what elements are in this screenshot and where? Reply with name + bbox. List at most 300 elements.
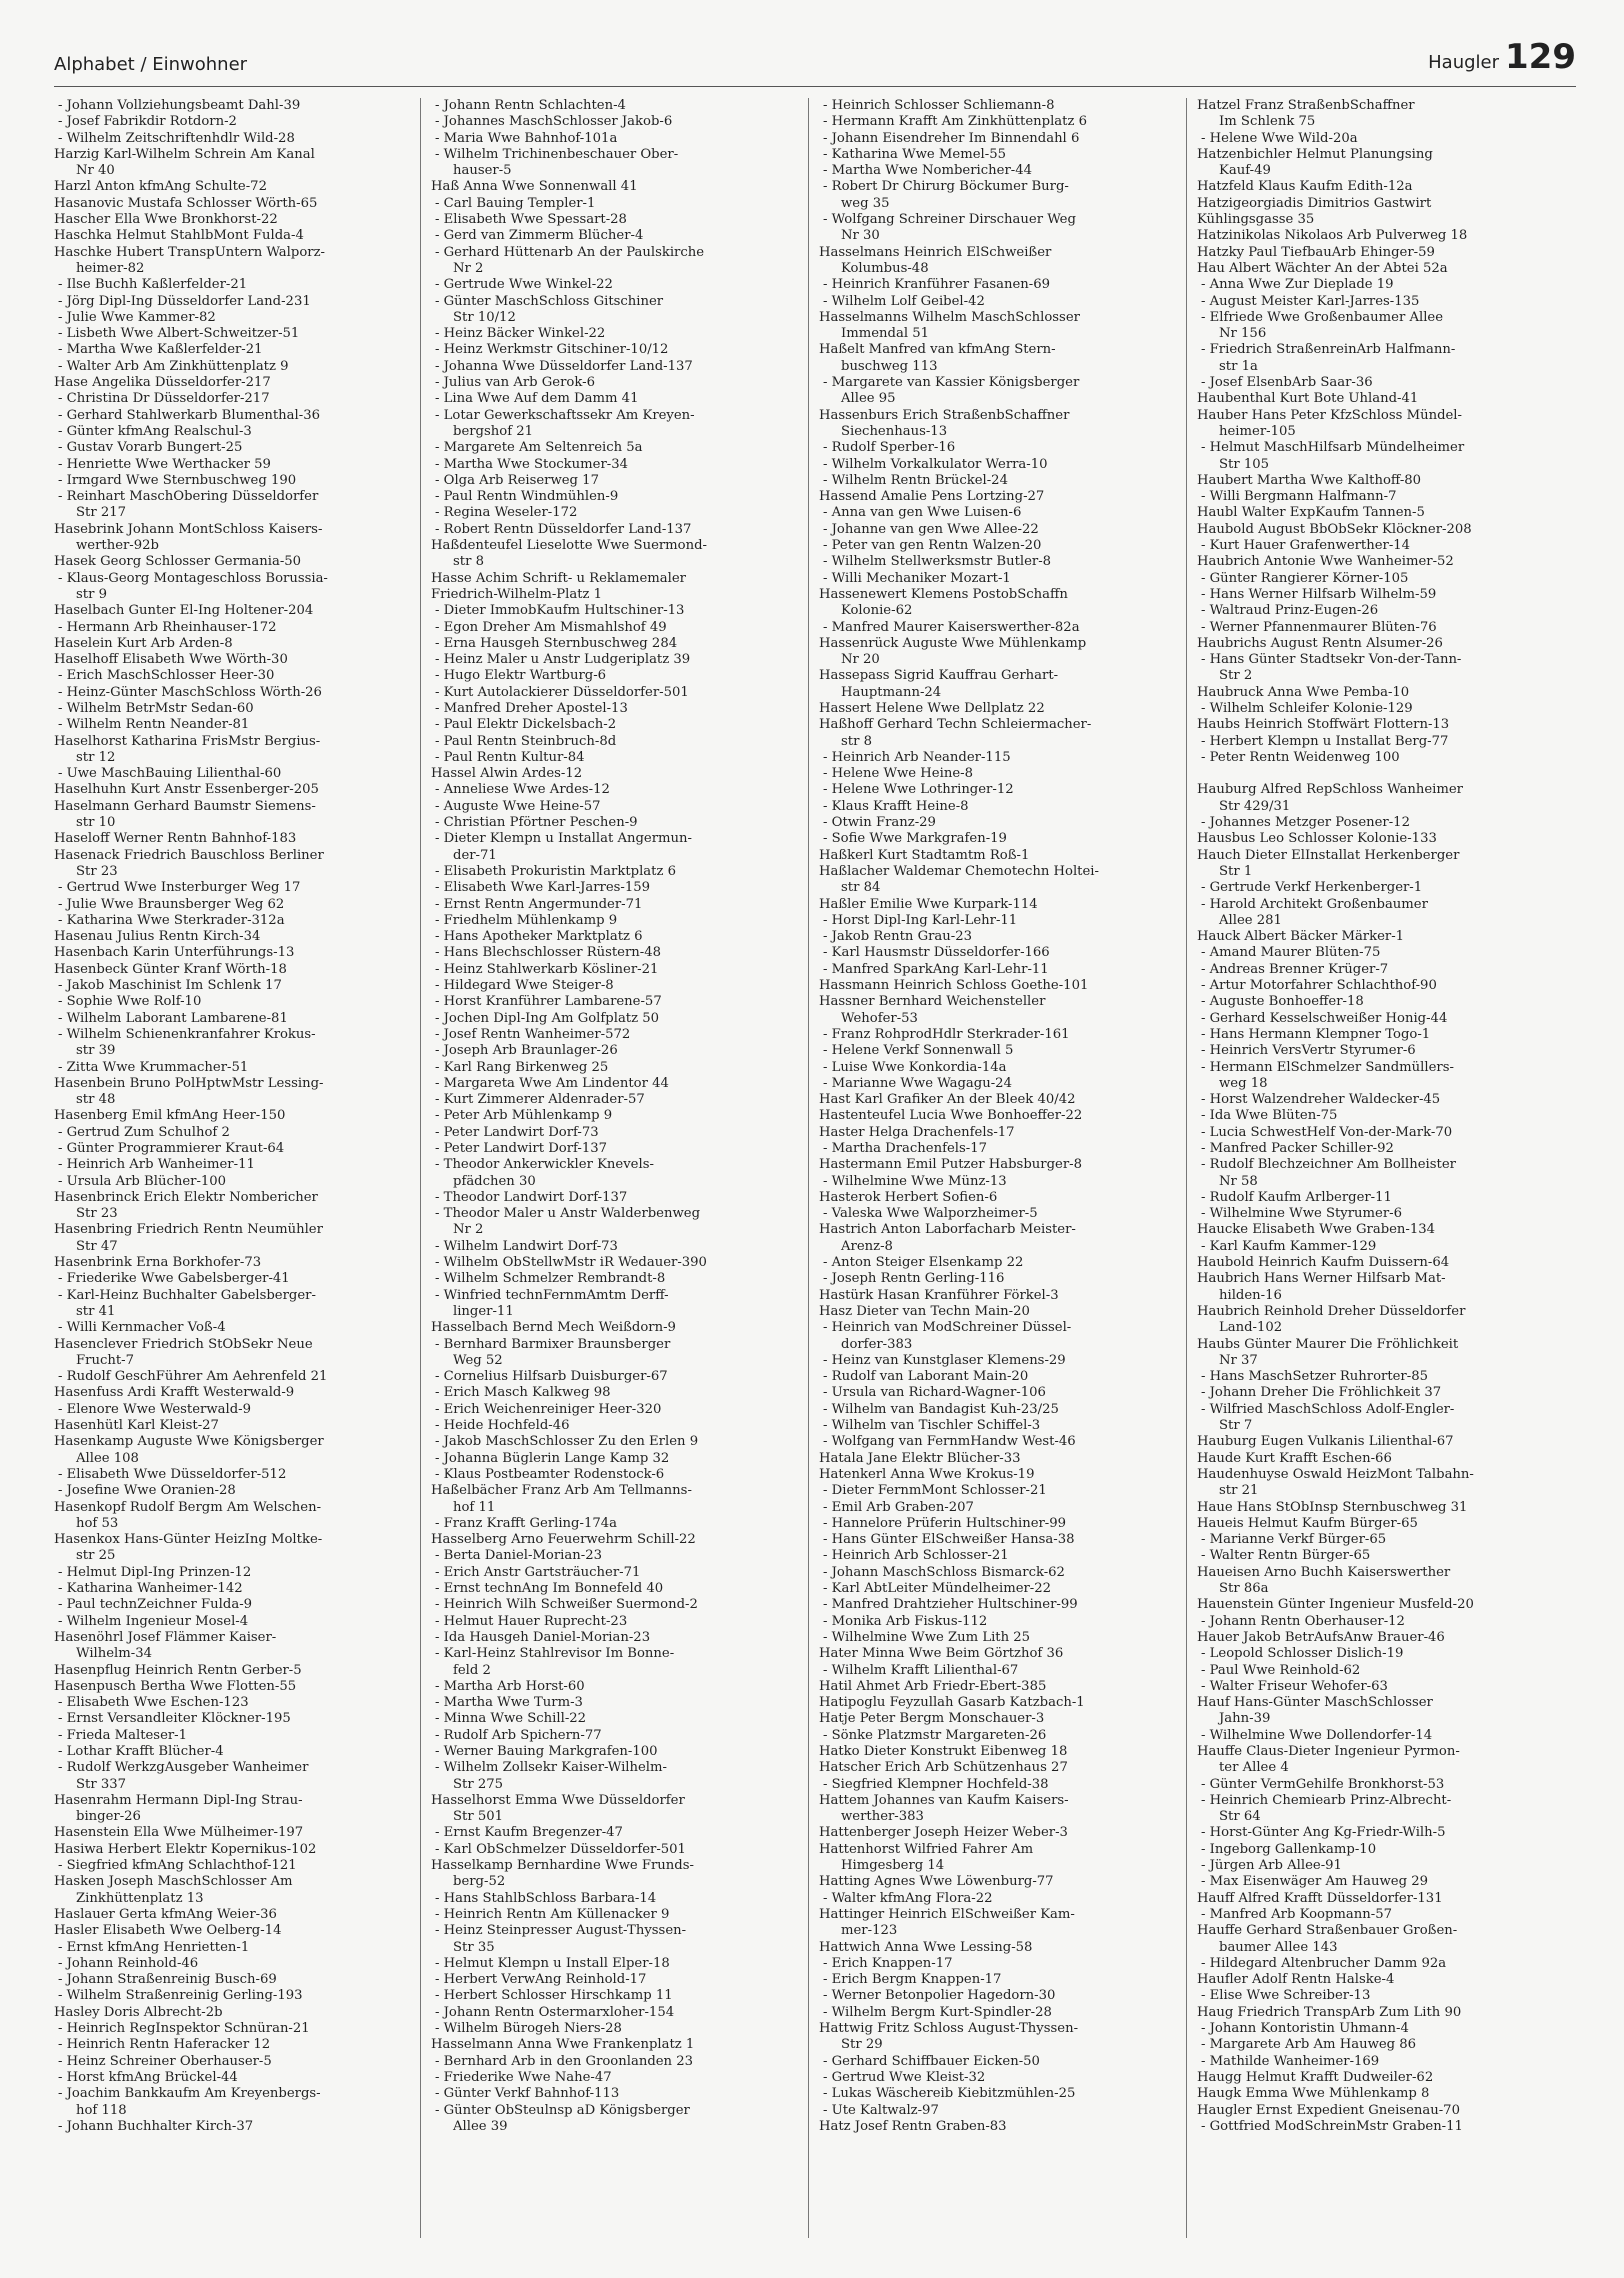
directory-entry: Haster Helga Drachenfels-17 — [819, 1124, 1015, 1140]
directory-entry: Str 35 — [453, 1939, 495, 1955]
directory-entry: Hauburg Alfred RepSchloss Wanheimer — [1197, 782, 1463, 798]
directory-entry: - Wilhelm Schleifer Kolonie-129 — [1201, 700, 1413, 716]
directory-entry: Hauff Alfred Krafft Düsseldorfer-131 — [1197, 1890, 1443, 1906]
directory-entry: Wehofer-53 — [841, 1010, 918, 1026]
directory-entry: - Auguste Bonhoeffer-18 — [1201, 994, 1364, 1010]
directory-entry: - Johann Vollziehungsbeamt Dahl-39 — [58, 98, 301, 113]
directory-entry: Str 429/31 — [1219, 798, 1291, 814]
directory-entry: - Josef Fabrikdir Rotdorn-2 — [58, 114, 237, 130]
directory-entry: - Irmgard Wwe Sternbuschweg 190 — [58, 472, 297, 488]
directory-entry: Hasenpusch Bertha Wwe Flotten-55 — [54, 1678, 297, 1694]
directory-entry: Hattwich Anna Wwe Lessing-58 — [819, 1939, 1033, 1955]
directory-entry: - Wilhelm Lolf Geibel-42 — [823, 293, 985, 309]
directory-entry: Haudenhuyse Oswald HeizMont Talbahn- — [1197, 1466, 1474, 1482]
directory-entry: - Wolfgang van FernmHandw West-46 — [823, 1434, 1076, 1450]
directory-entry: - Gerhard Kesselschweißer Honig-44 — [1201, 1010, 1448, 1026]
directory-entry: Hatenkerl Anna Wwe Krokus-19 — [819, 1466, 1035, 1482]
directory-entry: - Helene Wwe Heine-8 — [823, 766, 973, 782]
directory-entry: Haubold Heinrich Kaufm Duissern-64 — [1197, 1255, 1450, 1271]
directory-entry: Hase Angelika Düsseldorfer-217 — [54, 375, 271, 391]
directory-entry: Haßhoff Gerhard Techn Schleiermacher- — [819, 717, 1092, 733]
directory-entry: Hasenbeck Günter Kranf Wörth-18 — [54, 961, 287, 977]
directory-entry: Hasenkox Hans-Günter HeizIng Moltke- — [54, 1532, 323, 1548]
directory-entry: - Hans Günter ElSchweißer Hansa-38 — [823, 1532, 1075, 1548]
directory-entry: - Walter Rentn Bürger-65 — [1201, 1548, 1371, 1564]
directory-entry: - Karl ObSchmelzer Düsseldorfer-501 — [435, 1841, 686, 1857]
directory-entry: - Hugo Elektr Wartburg-6 — [435, 668, 607, 684]
directory-entry: - Heinz Maler u Anstr Ludgeriplatz 39 — [435, 652, 691, 668]
directory-entry: - Kurt Hauer Grafenwerther-14 — [1201, 538, 1411, 554]
header-rule — [54, 86, 1576, 87]
directory-entry: Hatting Agnes Wwe Löwenburg-77 — [819, 1874, 1054, 1890]
directory-entry: - Hermann Arb Rheinhauser-172 — [58, 619, 277, 635]
directory-entry: binger-26 — [76, 1809, 141, 1825]
directory-entry: - Johann Straßenreinig Busch-69 — [58, 1972, 277, 1988]
directory-entry: - Werner Pfannenmaurer Blüten-76 — [1201, 619, 1437, 635]
directory-entry: - Max Eisenwäger Am Hauweg 29 — [1201, 1874, 1429, 1890]
directory-entry: - Gertrud Wwe Insterburger Weg 17 — [58, 880, 301, 896]
directory-entry: - Josef Rentn Wanheimer-572 — [435, 1026, 631, 1042]
directory-entry: - Joseph Arb Braunlager-26 — [435, 1043, 618, 1059]
directory-entry: Hasz Dieter van Techn Main-20 — [819, 1303, 1030, 1319]
directory-entry: Haubenthal Kurt Bote Uhland-41 — [1197, 391, 1419, 407]
directory-entry: - Helmut Dipl-Ing Prinzen-12 — [58, 1564, 252, 1580]
directory-entry: Hatil Ahmet Arb Friedr-Ebert-385 — [819, 1678, 1047, 1694]
directory-entry: - Ernst Kaufm Bregenzer-47 — [435, 1825, 623, 1841]
directory-entry: der-71 — [453, 847, 497, 863]
directory-entry: Haugk Emma Wwe Mühlenkamp 8 — [1197, 2086, 1430, 2102]
directory-entry: - Horst-Günter Ang Kg-Friedr-Wilh-5 — [1201, 1825, 1446, 1841]
directory-entry: - Paul technZeichner Fulda-9 — [58, 1597, 253, 1613]
directory-entry: werther-92b — [76, 538, 159, 554]
directory-entry: - Rudolf Sperber-16 — [823, 440, 956, 456]
directory-entry: - Johann Buchhalter Kirch-37 — [58, 2118, 254, 2134]
directory-entry: Hasler Elisabeth Wwe Oelberg-14 — [54, 1923, 282, 1939]
directory-entry: - Klaus-Georg Montageschloss Borussia- — [58, 570, 328, 586]
directory-entry: - Erich Weichenreiniger Heer-320 — [435, 1401, 662, 1417]
directory-entry: - Ernst technAng Im Bonnefeld 40 — [435, 1581, 664, 1597]
directory-entry: - Harold Architekt Großenbaumer — [1201, 896, 1428, 912]
directory-entry: - Helene Verkf Sonnenwall 5 — [823, 1043, 1014, 1059]
directory-entry: - Wilhelm Schienenkranfahrer Krokus- — [58, 1026, 316, 1042]
directory-entry: - Johanna Wwe Düsseldorfer Land-137 — [435, 358, 693, 374]
directory-entry: - Bernhard Arb in den Groonlanden 23 — [435, 2053, 694, 2069]
directory-entry: Hasenkopf Rudolf Bergm Am Welschen- — [54, 1499, 322, 1515]
directory-entry: - Erich Bergm Knappen-17 — [823, 1972, 1002, 1988]
directory-entry: Hattenhorst Wilfried Fahrer Am — [819, 1841, 1034, 1857]
directory-entry: - Johannes MaschSchlosser Jakob-6 — [435, 114, 673, 130]
directory-entry: Immendal 51 — [841, 326, 930, 342]
directory-entry: - Zitta Wwe Krummacher-51 — [58, 1059, 249, 1075]
directory-entry: - Günter MaschSchloss Gitschiner — [435, 293, 664, 309]
directory-entry: - Regina Weseler-172 — [435, 505, 578, 521]
directory-entry: - Peter Arb Mühlenkamp 9 — [435, 1108, 613, 1124]
directory-entry: Hasley Doris Albrecht-2b — [54, 2004, 223, 2020]
directory-entry: - Sophie Wwe Rolf-10 — [58, 994, 202, 1010]
directory-entry: - Paul Rentn Kultur-84 — [435, 749, 585, 765]
directory-entry: - Heinrich Chemiearb Prinz-Albrecht- — [1201, 1792, 1452, 1808]
directory-entry: - Andreas Brenner Krüger-7 — [1201, 961, 1389, 977]
directory-entry: - Johann Eisendreher Im Binnendahl 6 — [823, 130, 1080, 146]
directory-entry: Hasebrink Johann MontSchloss Kaisers- — [54, 521, 323, 537]
directory-entry: - Winfried technFernmAmtm Derff- — [435, 1287, 669, 1303]
directory-entry: - Robert Dr Chirurg Böckumer Burg- — [823, 179, 1069, 195]
directory-entry: - Karl Kaufm Kammer-129 — [1201, 1238, 1377, 1254]
directory-entry: Haueis Helmut Kaufm Bürger-65 — [1197, 1515, 1418, 1531]
directory-entry: Haubrich Hans Werner Hilfsarb Mat- — [1197, 1271, 1446, 1287]
directory-entry: Hasenrahm Hermann Dipl-Ing Strau- — [54, 1792, 303, 1808]
directory-entry: - Mathilde Wanheimer-169 — [1201, 2053, 1380, 2069]
directory-entry: Str 337 — [76, 1776, 127, 1792]
directory-entry: - Martha Wwe Kaßlerfelder-21 — [58, 342, 263, 358]
directory-entry: Nr 40 — [76, 163, 115, 179]
directory-entry: hof 11 — [453, 1499, 496, 1515]
directory-entry: Hasselbach Bernd Mech Weißdorn-9 — [431, 1320, 676, 1336]
directory-entry: Hasselhorst Emma Wwe Düsseldorfer — [431, 1792, 685, 1808]
directory-entry: - Minna Wwe Schill-22 — [435, 1711, 587, 1727]
directory-entry: - Wilhelm Zollsekr Kaiser-Wilhelm- — [435, 1760, 667, 1776]
directory-entry: - Elisabeth Wwe Eschen-123 — [58, 1695, 249, 1711]
directory-entry: - Heinrich van ModSchreiner Düssel- — [823, 1320, 1072, 1336]
directory-entry: Hauburg Eugen Vulkanis Lilienthal-67 — [1197, 1434, 1454, 1450]
directory-entry: - Heide Hochfeld-46 — [435, 1418, 570, 1434]
directory-entry: mer-123 — [841, 1923, 898, 1939]
directory-entry: - Martha Arb Horst-60 — [435, 1678, 585, 1694]
directory-entry: - Christina Dr Düsseldorfer-217 — [58, 391, 270, 407]
directory-entry: - Anna van gen Wwe Luisen-6 — [823, 505, 1022, 521]
directory-entry: - Wilhelm Laborant Lambarene-81 — [58, 1010, 288, 1026]
directory-entry: heimer-105 — [1219, 423, 1296, 439]
directory-entry: - Werner Bauing Markgrafen-100 — [435, 1743, 658, 1759]
directory-entry: - Heinrich Arb Wanheimer-11 — [58, 1157, 255, 1173]
directory-entry: - Elisabeth Wwe Düsseldorfer-512 — [58, 1466, 287, 1482]
directory-entry: str 25 — [76, 1548, 116, 1564]
directory-entry: - Günter Verkf Bahnhof-113 — [435, 2086, 620, 2102]
directory-entry: Hassenburs Erich StraßenbSchaffner — [819, 407, 1070, 423]
directory-entry: str 8 — [453, 554, 484, 570]
directory-entry: - Margareta Wwe Am Lindentor 44 — [435, 1075, 669, 1091]
directory-entry: - Katharina Wanheimer-142 — [58, 1581, 243, 1597]
directory-entry: - Luise Wwe Konkordia-14a — [823, 1059, 1007, 1075]
directory-entry: Himgesberg 14 — [841, 1858, 945, 1874]
directory-entry: - Karl AbtLeiter Mündelheimer-22 — [823, 1581, 1052, 1597]
directory-entry: Haubs Heinrich Stoffwärt Flottern-13 — [1197, 717, 1450, 733]
directory-entry: - Wilhelm Landwirt Dorf-73 — [435, 1238, 618, 1254]
directory-entry: dorfer-383 — [841, 1336, 913, 1352]
directory-entry: Hatko Dieter Konstrukt Eibenweg 18 — [819, 1743, 1068, 1759]
directory-entry: - Günter Rangierer Körner-105 — [1201, 570, 1409, 586]
directory-entry: - Johann Rentn Schlachten-4 — [435, 98, 626, 113]
directory-entry: - Hans Werner Hilfsarb Wilhelm-59 — [1201, 586, 1437, 602]
directory-entry: - Friederike Wwe Nahe-47 — [435, 2069, 612, 2085]
directory-entry: Hasenhütl Karl Kleist-27 — [54, 1418, 219, 1434]
directory-entry: - Günter VermGehilfe Bronkhorst-53 — [1201, 1776, 1445, 1792]
directory-entry: Jahn-39 — [1219, 1711, 1271, 1727]
directory-entry: Haß Anna Wwe Sonnenwall 41 — [431, 179, 638, 195]
directory-entry: - Herbert VerwAng Reinhold-17 — [435, 1972, 647, 1988]
directory-entry: Haselhorst Katharina FrisMstr Bergius- — [54, 733, 321, 749]
directory-entry: - Wilhelm Straßenreinig Gerling-193 — [58, 1988, 303, 2004]
directory-entry: - Peter van gen Rentn Walzen-20 — [823, 538, 1042, 554]
directory-entry: Haßelbächer Franz Arb Am Tellmanns- — [431, 1483, 692, 1499]
directory-entry: - Gertrude Verkf Herkenberger-1 — [1201, 880, 1423, 896]
directory-entry: - Olga Arb Reiserweg 17 — [435, 472, 599, 488]
directory-entry: - Manfred SparkAng Karl-Lehr-11 — [823, 961, 1049, 977]
directory-entry: - Rudolf Kaufm Arlberger-11 — [1201, 1189, 1392, 1205]
directory-entry: - Karl Hausmstr Düsseldorfer-166 — [823, 945, 1050, 961]
directory-entry: Haubold August BbObSekr Klöckner-208 — [1197, 521, 1472, 537]
directory-entry: - Heinz Stahlwerkarb Kösliner-21 — [435, 961, 659, 977]
directory-entry: - Heinrich Rentn Haferacker 12 — [58, 2037, 271, 2053]
directory-entry: - Heinrich Wilh Schweißer Suermond-2 — [435, 1597, 698, 1613]
directory-entry: Str 2 — [1219, 668, 1253, 684]
directory-entry: - Gerd van Zimmerm Blücher-4 — [435, 228, 644, 244]
directory-entry: hauser-5 — [453, 163, 512, 179]
directory-entry: - Johanna Büglerin Lange Kamp 32 — [435, 1450, 670, 1466]
directory-entry: Hasenfuss Ardi Krafft Westerwald-9 — [54, 1385, 295, 1401]
directory-entry: Hauck Albert Bäcker Märker-1 — [1197, 929, 1405, 945]
directory-entry: - Joseph Rentn Gerling-116 — [823, 1271, 1005, 1287]
directory-entry: - Wilhelm Vorkalkulator Werra-10 — [823, 456, 1048, 472]
directory-entry: - Günter kfmAng Realschul-3 — [58, 423, 252, 439]
directory-entry: - Ingeborg Gallenkamp-10 — [1201, 1841, 1377, 1857]
directory-entry: - Wilhelm Bürogeh Niers-28 — [435, 2021, 622, 2037]
directory-entry: - Margarete Am Seltenreich 5a — [435, 440, 643, 456]
directory-entry: - Otwin Franz-29 — [823, 815, 936, 831]
directory-entry: - Ute Kaltwalz-97 — [823, 2102, 939, 2118]
directory-entry: - Ernst Versandleiter Klöckner-195 — [58, 1711, 291, 1727]
directory-entry: Hatzfeld Klaus Kaufm Edith-12a — [1197, 179, 1413, 195]
directory-entry: - Horst Walzendreher Waldecker-45 — [1201, 1092, 1441, 1108]
directory-entry: hof 53 — [76, 1515, 119, 1531]
directory-entry: Hasselmann Anna Wwe Frankenplatz 1 — [431, 2037, 695, 2053]
directory-entry: - Leopold Schlosser Dislich-19 — [1201, 1646, 1404, 1662]
directory-entry: Hasenbein Bruno PolHptwMstr Lessing- — [54, 1075, 324, 1091]
directory-entry: Str 23 — [76, 1206, 118, 1222]
directory-entry: Hasenau Julius Rentn Kirch-34 — [54, 929, 261, 945]
directory-entry: - August Meister Karl-Jarres-135 — [1201, 293, 1420, 309]
directory-entry: Kolumbus-48 — [841, 260, 929, 276]
directory-entry: - Heinz Bäcker Winkel-22 — [435, 326, 606, 342]
directory-entry: Hatscher Erich Arb Schützenhaus 27 — [819, 1760, 1068, 1776]
directory-entry: - Johann Kontoristin Uhmann-4 — [1201, 2021, 1409, 2037]
directory-entry: - Martha Wwe Turm-3 — [435, 1695, 583, 1711]
directory-entry: Hasenberg Emil kfmAng Heer-150 — [54, 1108, 286, 1124]
directory-entry: baumer Allee 143 — [1219, 1939, 1338, 1955]
directory-entry: - Heinrich Arb Schlosser-21 — [823, 1548, 1009, 1564]
directory-entry: Land-102 — [1219, 1320, 1283, 1336]
directory-entry: - Peter Landwirt Dorf-137 — [435, 1141, 608, 1156]
directory-entry: - Lisbeth Wwe Albert-Schweitzer-51 — [58, 326, 300, 342]
directory-entry: - Bernhard Barmixer Braunsberger — [435, 1336, 671, 1352]
directory-entry: str 39 — [76, 1043, 116, 1059]
directory-entry: Hatje Peter Bergm Monschauer-3 — [819, 1711, 1045, 1727]
directory-entry: - Ilse Buchh Kaßlerfelder-21 — [58, 277, 248, 293]
directory-entry: Hasenpflug Heinrich Rentn Gerber-5 — [54, 1662, 302, 1678]
directory-entry: Hasenstein Ella Wwe Mülheimer-197 — [54, 1825, 304, 1841]
directory-entry: Str 501 — [453, 1809, 504, 1825]
directory-entry: - Amand Maurer Blüten-75 — [1201, 945, 1381, 961]
directory-entry: - Katharina Wwe Memel-55 — [823, 146, 1006, 162]
directory-entry: - Hans Blechschlosser Rüstern-48 — [435, 945, 662, 961]
directory-entry: - Friedrich StraßenreinArb Halfmann- — [1201, 342, 1456, 358]
directory-entry: Weg 52 — [453, 1352, 503, 1368]
directory-entry: str 9 — [76, 586, 107, 602]
directory-entry: Hassert Helene Wwe Dellplatz 22 — [819, 700, 1045, 716]
directory-entry: pfädchen 30 — [453, 1173, 536, 1189]
directory-entry: - Klaus Krafft Heine-8 — [823, 798, 969, 814]
directory-entry: Nr 30 — [841, 228, 880, 244]
directory-entry: - Gustav Vorarb Bungert-25 — [58, 440, 243, 456]
directory-entry: Frucht-7 — [76, 1352, 134, 1368]
directory-entry: Hatzel Franz StraßenbSchaffner — [1197, 98, 1415, 113]
directory-entry: - Ida Hausgeh Daniel-Morian-23 — [435, 1629, 651, 1645]
directory-entry: - Margarete van Kassier Königsberger — [823, 375, 1080, 391]
directory-entry: Str 1 — [1219, 863, 1253, 879]
directory-entry: Haubrichs August Rentn Alsumer-26 — [1197, 635, 1443, 651]
directory-entry: - Willi Bergmann Halfmann-7 — [1201, 489, 1397, 505]
directory-entry: buschweg 113 — [841, 358, 938, 374]
directory-entry: - Ursula Arb Blücher-100 — [58, 1173, 227, 1189]
directory-entry: Haueisen Arno Buchh Kaiserswerther — [1197, 1564, 1451, 1580]
directory-entry: weg 35 — [841, 195, 890, 211]
directory-entry: Haubs Günter Maurer Die Fröhlichkeit — [1197, 1336, 1459, 1352]
directory-entry: - Klaus Postbeamter Rodenstock-6 — [435, 1466, 665, 1482]
directory-entry: - Hildegard Altenbrucher Damm 92a — [1201, 1955, 1447, 1971]
directory-entry: Hastürk Hasan Kranführer Förkel-3 — [819, 1287, 1059, 1303]
directory-entry: - Katharina Wwe Sterkrader-312a — [58, 912, 285, 928]
directory-entry: - Hannelore Prüferin Hultschiner-99 — [823, 1515, 1067, 1531]
directory-entry: - Martha Drachenfels-17 — [823, 1141, 987, 1156]
directory-entry: Hastenteufel Lucia Wwe Bonhoeffer-22 — [819, 1108, 1083, 1124]
directory-entry: - Josef ElsenbArb Saar-36 — [1201, 375, 1373, 391]
directory-entry: - Ernst Rentn Angermunder-71 — [435, 896, 643, 912]
directory-entry: - Walter Arb Am Zinkhüttenplatz 9 — [58, 358, 289, 374]
column-2 — [420, 98, 771, 2238]
directory-entry: Allee 281 — [1219, 912, 1282, 928]
directory-entry: Haugler Ernst Expedient Gneisenau-70 — [1197, 2102, 1460, 2118]
directory-entry: Nr 20 — [841, 652, 880, 668]
directory-entry: Hasterok Herbert Sofien-6 — [819, 1189, 998, 1205]
directory-entry: Str 86a — [1219, 1581, 1269, 1597]
directory-entry: - Gertrud Wwe Kleist-32 — [823, 2069, 986, 2085]
directory-entry: - Friederike Wwe Gabelsberger-41 — [58, 1271, 290, 1287]
directory-entry: - Walter Friseur Wehofer-63 — [1201, 1678, 1388, 1694]
directory-entry: Haucke Elisabeth Wwe Graben-134 — [1197, 1222, 1436, 1238]
directory-entry: werther-383 — [841, 1809, 924, 1825]
directory-entry: - Heinrich Schlosser Schliemann-8 — [823, 98, 1055, 113]
directory-entry: - Paul Rentn Windmühlen-9 — [435, 489, 619, 505]
directory-entry: - Christian Pförtner Peschen-9 — [435, 815, 638, 831]
directory-entry: berg-52 — [453, 1874, 506, 1890]
directory-entry: - Heinz Steinpresser August-Thyssen- — [435, 1923, 687, 1939]
directory-entry: - Lucia SchwestHelf Von-der-Mark-70 — [1201, 1124, 1453, 1140]
directory-entry: Hasenkamp Auguste Wwe Königsberger — [54, 1434, 324, 1450]
directory-entry: - Gertrud Zum Schulhof 2 — [58, 1124, 230, 1140]
directory-entry: - Hans Apotheker Marktplatz 6 — [435, 929, 643, 945]
directory-entry: Hassend Amalie Pens Lortzing-27 — [819, 489, 1045, 505]
directory-entry: - Johannes Metzger Posener-12 — [1201, 815, 1410, 831]
directory-entry: - Ernst kfmAng Henrietten-1 — [58, 1939, 250, 1955]
directory-entry: - Valeska Wwe Walporzheimer-5 — [823, 1206, 1038, 1222]
directory-entry: Hater Minna Wwe Beim Görtzhof 36 — [819, 1646, 1064, 1662]
directory-entry: Hasiwa Herbert Elektr Kopernikus-102 — [54, 1841, 317, 1857]
directory-entry: - Rudolf Blechzeichner Am Bollheister — [1201, 1157, 1456, 1173]
directory-entry: - Theodor Ankerwickler Knevels- — [435, 1157, 654, 1173]
directory-entry: Hatzigeorgiadis Dimitrios Gastwirt — [1197, 195, 1432, 211]
directory-entry: feld 2 — [453, 1662, 491, 1678]
directory-entry: Hassmann Heinrich Schloss Goethe-101 — [819, 978, 1089, 994]
directory-entry: - Ursula van Richard-Wagner-106 — [823, 1385, 1046, 1401]
directory-entry: str 12 — [76, 749, 116, 765]
directory-entry: Nr 2 — [453, 1222, 484, 1238]
directory-entry: - Johann Rentn Oberhauser-12 — [1201, 1613, 1405, 1629]
directory-entry: Hasselberg Arno Feuerwehrm Schill-22 — [431, 1532, 696, 1548]
directory-entry: - Helene Wwe Wild-20a — [1201, 130, 1358, 146]
directory-entry: - Karl Rang Birkenweg 25 — [435, 1059, 609, 1075]
directory-entry: - Julie Wwe Braunsberger Weg 62 — [58, 896, 285, 912]
directory-entry: - Peter Rentn Weidenweg 100 — [1201, 749, 1400, 765]
directory-entry: Hauf Hans-Günter MaschSchlosser — [1197, 1695, 1433, 1711]
directory-entry: - Walter kfmAng Flora-22 — [823, 1890, 993, 1906]
directory-entry: - Theodor Landwirt Dorf-137 — [435, 1189, 628, 1205]
directory-entry: Haselbach Gunter El-Ing Holtener-204 — [54, 603, 314, 619]
directory-entry: - Wilhelm Krafft Lilienthal-67 — [823, 1662, 1019, 1678]
directory-entry: Str 29 — [841, 2037, 883, 2053]
directory-entry: - Helmut Hauer Ruprecht-23 — [435, 1613, 628, 1629]
directory-entry: - Manfred Arb Koopmann-57 — [1201, 1906, 1392, 1922]
directory-entry: - Lotar Gewerkschaftssekr Am Kreyen- — [435, 407, 695, 423]
directory-entry: Haselein Kurt Arb Arden-8 — [54, 635, 233, 651]
directory-entry: - Karl-Heinz Buchhalter Gabelsberger- — [58, 1287, 316, 1303]
directory-entry: Hassenewert Klemens PostobSchaffn — [819, 586, 1068, 602]
directory-entry: - Anneliese Wwe Ardes-12 — [435, 782, 610, 798]
directory-entry: - Egon Dreher Am Mismahlshof 49 — [435, 619, 667, 635]
page-number: 129 — [1505, 37, 1576, 77]
directory-entry: - Paul Wwe Reinhold-62 — [1201, 1662, 1361, 1678]
directory-entry: - Jochen Dipl-Ing Am Golfplatz 50 — [435, 1010, 660, 1026]
directory-entry: Haug Friedrich TranspArb Zum Lith 90 — [1197, 2004, 1462, 2020]
directory-entry: Kühlingsgasse 35 — [1197, 212, 1315, 228]
directory-entry: - Elise Wwe Schreiber-13 — [1201, 1988, 1371, 2004]
directory-entry: - Rudolf GeschFührer Am Aehrenfeld 21 — [58, 1369, 328, 1385]
directory-entry: - Jürgen Arb Allee-91 — [1201, 1858, 1342, 1874]
directory-entry: - Siegfried Klempner Hochfeld-38 — [823, 1776, 1049, 1792]
directory-entry: Haschke Hubert TranspUntern Walporz- — [54, 244, 325, 260]
directory-entry: Kolonie-62 — [841, 603, 913, 619]
directory-entry: Haufler Adolf Rentn Halske-4 — [1197, 1972, 1395, 1988]
directory-entry: Haßelt Manfred van kfmAng Stern- — [819, 342, 1056, 358]
directory-entry: - Wilhelm Trichinenbeschauer Ober- — [435, 146, 679, 162]
directory-entry: - Heinz Schreiner Oberhauser-5 — [58, 2053, 272, 2069]
directory-entry: - Friedhelm Mühlenkamp 9 — [435, 912, 618, 928]
directory-entry: str 41 — [76, 1303, 116, 1319]
directory-entry: - Elisabeth Wwe Spessart-28 — [435, 212, 627, 228]
directory-entry: Siechenhaus-13 — [841, 423, 948, 439]
directory-entry: Nr 2 — [453, 260, 484, 276]
directory-entry: Hassel Alwin Ardes-12 — [431, 766, 583, 782]
directory-entry: - Wolfgang Schreiner Dirschauer Weg — [823, 212, 1076, 228]
directory-entry: - Wilfried MaschSchloss Adolf-Engler- — [1201, 1401, 1455, 1417]
directory-entry: - Theodor Maler u Anstr Walderbenweg — [435, 1206, 701, 1222]
directory-entry: Haschka Helmut StahlbMont Fulda-4 — [54, 228, 304, 244]
directory-entry: bergshof 21 — [453, 423, 534, 439]
section-title: Alphabet / Einwohner — [54, 54, 248, 75]
directory-entry: - Gerhard Hüttenarb An der Paulskirche — [435, 244, 705, 260]
directory-entry: Im Schlenk 75 — [1219, 114, 1316, 130]
directory-entry: str 10 — [76, 815, 116, 831]
directory-entry: Hatzenbichler Helmut Planungsing — [1197, 146, 1433, 162]
